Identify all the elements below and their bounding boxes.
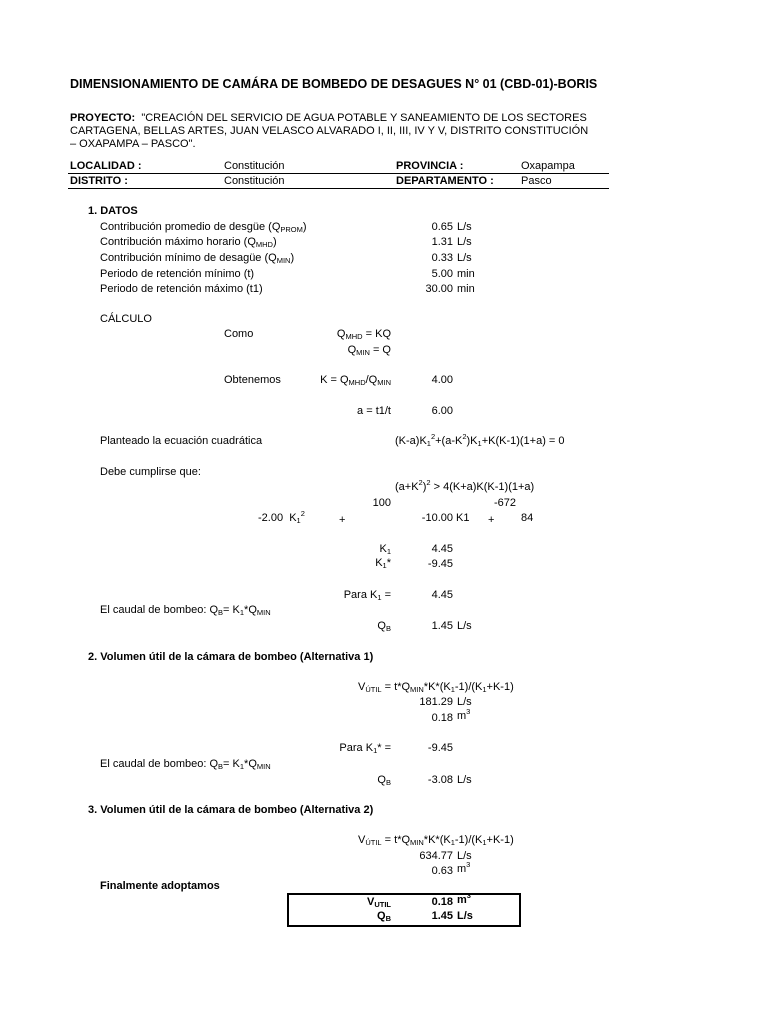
plus-sign: + (488, 514, 495, 526)
v-util-ls-unit: L/s (457, 696, 472, 708)
datos-row-unit: L/s (457, 221, 472, 233)
final-q-unit: L/s (457, 910, 473, 922)
final-q-label: $Q_B$ (377, 910, 391, 923)
v-util-formula: $V_{ÚTIL} = t*Q_{MIN}*K*(K_1-1)/(K_1+K-1)$ (358, 834, 514, 847)
k1-value: 4.45 (431, 543, 453, 555)
datos-row-value: 1.31 (431, 236, 453, 248)
k1-term: K1 (456, 512, 470, 524)
project-line-1 (70, 112, 587, 125)
datos-row-unit: L/s (457, 252, 472, 264)
eq-a: a = t1/t (357, 405, 391, 417)
eq-qmin: $Q_{MIN} = Q$ (347, 344, 391, 357)
final-v-value: 0.18 (431, 896, 453, 908)
divider (68, 188, 609, 189)
para-k1-star-label: Para $K_1*$ = (339, 742, 391, 755)
departamento-value: Pasco (521, 175, 552, 187)
v-util-ls-unit: L/s (457, 850, 472, 862)
final-v-unit: $m^3$ (457, 891, 471, 906)
divider (68, 173, 609, 174)
final-label: Finalmente adoptamos (100, 880, 220, 892)
qb-label: $Q_B$ (377, 774, 391, 787)
page-title: DIMENSIONAMIENTO DE CAMÁRA DE BOMBEDO DE DESAGUES N° 01 (CBD-01)-BORIS (70, 77, 598, 91)
provincia-label: PROVINCIA : (396, 160, 464, 172)
eq-k: $K = Q_{MHD}/Q_{MIN}$ (320, 374, 391, 387)
datos-row-label: Periodo de retención máximo (t1) (100, 283, 263, 295)
para-k1-label: Para $K_1$ = (343, 589, 391, 602)
v-util-m3: 0.63 (431, 865, 453, 877)
k1-star-label: $K_1*$ (375, 557, 391, 570)
coef-b: -10.00 (421, 512, 453, 524)
datos-row-label: Periodo de retención mínimo (t) (100, 268, 255, 280)
v-util-m3-unit: $m^3$ (457, 707, 471, 722)
qb-unit: L/s (457, 774, 472, 786)
project-line-2: CARTAGENA, BELLAS ARTES, JUAN VELASCO ALVARADO I, II, III, IV Y V, DISTRITO CONSTITUCIÓN (70, 125, 589, 137)
calculo-label: CÁLCULO (100, 313, 152, 325)
datos-row-label: Contribución promedio de desgüe $(Q_{PROM})$ (100, 221, 307, 234)
eq-qmhd: $Q_{MHD}$ = KQ (336, 328, 391, 341)
project-text-1: "CREACIÓN DEL SERVICIO DE AGUA POTABLE Y SANEAMIENTO DE LOS SECTORES (141, 112, 587, 124)
provincia-value: Oxapampa (521, 160, 575, 172)
caudal-label: El caudal de bombeo: $Q_B= K_1*Q_{MIN}$ (100, 758, 271, 771)
datos-row-value: 0.33 (431, 252, 453, 264)
datos-row-unit: L/s (457, 236, 472, 248)
planteado-label: Planteado la ecuación cuadrática (100, 435, 263, 447)
distrito-value: Constitución (224, 175, 285, 187)
coef-a: -2.00 $K_1^2$ (258, 509, 305, 525)
datos-row-value: 30.00 (425, 283, 453, 295)
section-2-heading: 2. Volumen útil de la cámara de bombeo (Alternativa 1) (88, 651, 374, 663)
localidad-value: Constitución (224, 160, 285, 172)
section-3-heading: 3. Volumen útil de la cámara de bombeo (Alternativa 2) (88, 804, 374, 816)
value-100: 100 (372, 497, 391, 509)
v-util-m3-unit: $m^3$ (457, 860, 471, 875)
para-k1-star-value: -9.45 (427, 742, 453, 754)
v-util-formula: $V_{ÚTIL} = t*Q_{MIN}*K*(K_1-1)/(K_1+K-1)$ (358, 681, 514, 694)
caudal-label: El caudal de bombeo: $Q_B= K_1*Q_{MIN}$ (100, 604, 271, 617)
datos-row-label: Contribución máximo horario $(Q_{MHD})$ (100, 236, 277, 249)
datos-row-unit: min (457, 268, 475, 280)
qb-value: -3.08 (427, 774, 453, 786)
a-value: 6.00 (431, 405, 453, 417)
plus-sign: + (339, 514, 346, 526)
datos-row-unit: min (457, 283, 475, 295)
project-label: PROYECTO: (70, 112, 136, 124)
k1-star-value: -9.45 (427, 558, 453, 570)
qb-label: $Q_B$ (377, 620, 391, 633)
como-label: Como (224, 328, 254, 340)
k1-label: $K_1$ (379, 543, 391, 556)
datos-row-value: 0.65 (431, 221, 453, 233)
project-line-3: – OXAPAMPA – PASCO". (70, 138, 196, 150)
inequality: $(a+K^2)^2 > 4(K+a)K(K-1)(1+a)$ (395, 478, 535, 493)
final-v-label: $V_{UTIL}$ (366, 896, 391, 909)
para-k1-value: 4.45 (431, 589, 453, 601)
datos-row-value: 5.00 (431, 268, 453, 280)
v-util-m3: 0.18 (431, 712, 453, 724)
quadratic-equation: $(K-a)K_1^2+(a-K^2)K_1+K(K-1)(1+a) = 0$ (395, 432, 565, 448)
departamento-label: DEPARTAMENTO : (396, 175, 494, 187)
obtenemos-label: Obtenemos (224, 374, 281, 386)
qb-value: 1.45 (431, 620, 453, 632)
v-util-ls: 181.29 (419, 696, 453, 708)
v-util-ls: 634.77 (419, 850, 453, 862)
value-672: -672 (493, 497, 516, 509)
result-box (287, 893, 521, 927)
localidad-label: LOCALIDAD : (70, 160, 142, 172)
coef-c: 84 (521, 512, 534, 524)
datos-row-label: Contribución mínimo de desagüe $(Q_{MIN})$ (100, 252, 295, 265)
distrito-label: DISTRITO : (70, 175, 128, 187)
final-q-value: 1.45 (431, 910, 453, 922)
k-value: 4.00 (431, 374, 453, 386)
section-1-heading: 1. DATOS (88, 205, 138, 217)
debe-label: Debe cumplirse que: (100, 466, 201, 478)
qb-unit: L/s (457, 620, 472, 632)
